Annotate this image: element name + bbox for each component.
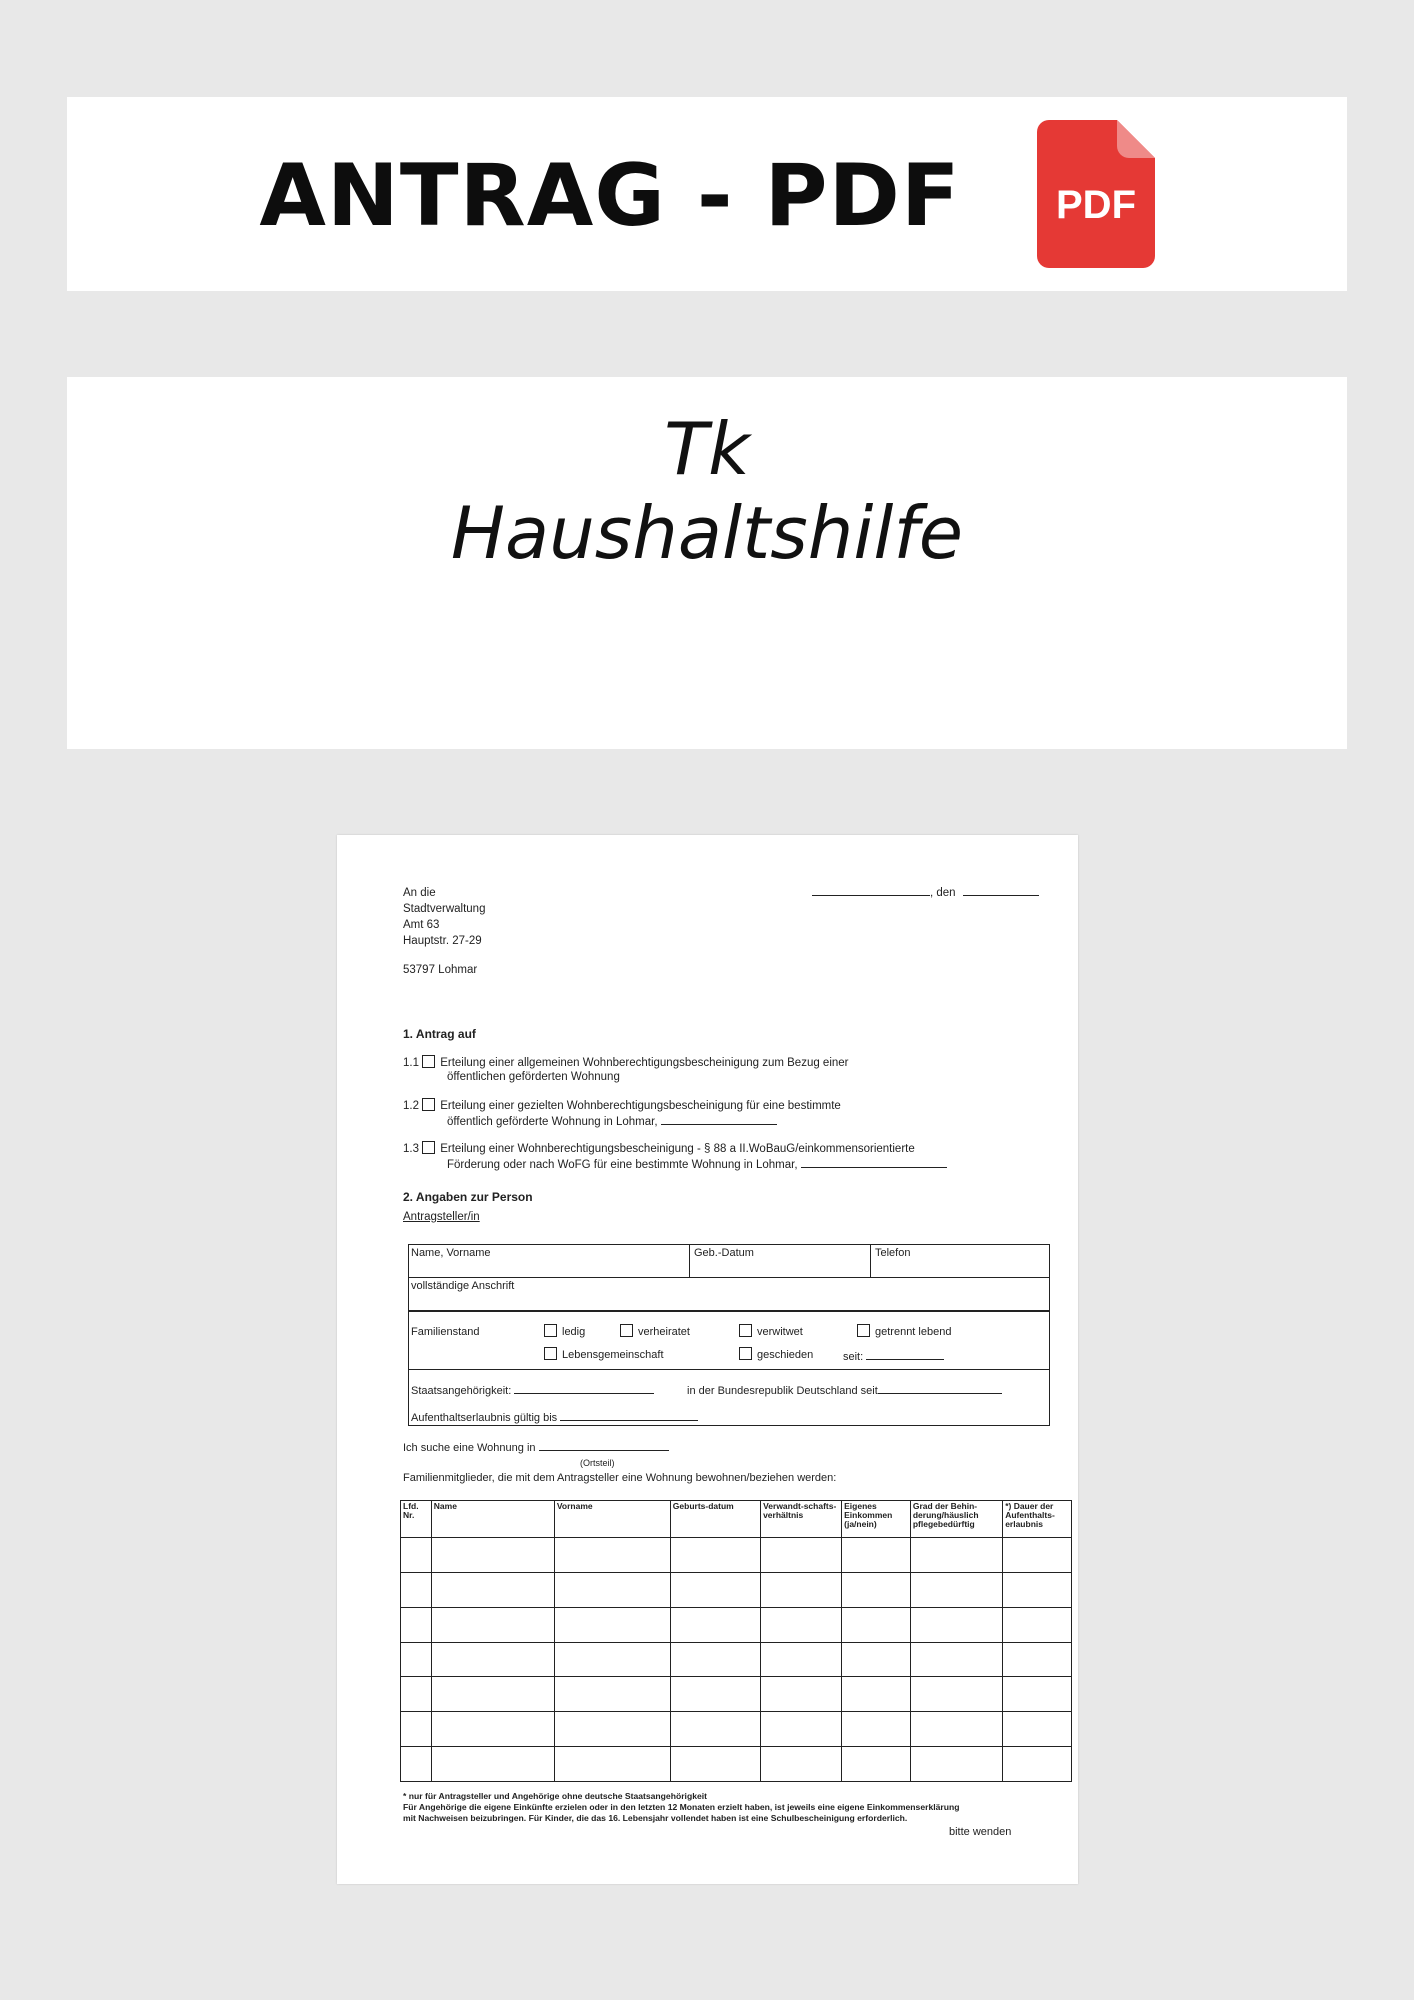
table-row[interactable]: [401, 1712, 1072, 1747]
nationality-field[interactable]: Staatsangehörigkeit:: [411, 1383, 654, 1397]
name-field-label[interactable]: Name, Vorname: [411, 1247, 491, 1259]
checkbox-1-1[interactable]: [422, 1055, 435, 1068]
dob-field-label[interactable]: Geb.-Datum: [694, 1247, 754, 1259]
table-row[interactable]: [401, 1747, 1072, 1782]
pdf-icon-label: PDF: [1055, 183, 1136, 227]
option-getrennt-lebend[interactable]: getrennt lebend: [857, 1324, 951, 1338]
personal-data-box: [408, 1244, 1050, 1426]
checkbox-1-2[interactable]: [422, 1098, 435, 1111]
option-geschieden[interactable]: geschieden: [739, 1347, 813, 1361]
option-verwitwet[interactable]: verwitwet: [739, 1324, 803, 1338]
footnote-3: mit Nachweisen beizubringen. Für Kinder, die das 16. Lebensjahr vollendet haben ist eine Schulbescheinigung erforderlich.: [403, 1813, 908, 1823]
checkbox-verheiratet[interactable]: [620, 1324, 633, 1337]
postal-code-city: 53797 Lohmar: [403, 964, 478, 976]
table-row[interactable]: [401, 1677, 1072, 1712]
checkbox-getrennt-lebend[interactable]: [857, 1324, 870, 1337]
option-lebensgemeinschaft[interactable]: Lebensgemeinschaft: [544, 1347, 664, 1361]
option-1-1[interactable]: 1.1 Erteilung einer allgemeinen Wohnberechtigungsbescheinigung zum Bezug einer: [403, 1057, 849, 1069]
address-field-label[interactable]: vollständige Anschrift: [411, 1280, 515, 1292]
checkbox-ledig[interactable]: [544, 1324, 557, 1337]
table-row[interactable]: [401, 1607, 1072, 1642]
banner-title: ANTRAG - PDF: [259, 146, 961, 246]
table-row[interactable]: [401, 1642, 1072, 1677]
column-header: Verwandt-schafts-verhältnis: [761, 1501, 842, 1538]
option-1-3-cont: Förderung oder nach WoFG für eine bestimmte Wohnung in Lohmar,: [447, 1157, 947, 1171]
applicant-label: Antragsteller/in: [403, 1211, 480, 1223]
germany-since-field[interactable]: in der Bundesrepublik Deutschland seit: [687, 1383, 1002, 1397]
footnote-1: * nur für Antragsteller und Angehörige ohne deutsche Staatsangehörigkeit: [403, 1791, 708, 1801]
column-header: Lfd. Nr.: [401, 1501, 432, 1538]
subtitle-line-2: Haushaltshilfe: [450, 491, 964, 575]
option-verheiratet[interactable]: verheiratet: [620, 1324, 690, 1338]
turn-over-note: bitte wenden: [949, 1826, 1012, 1838]
members-intro: Familienmitglieder, die mit dem Antragsteller eine Wohnung bewohnen/beziehen werden:: [403, 1472, 837, 1484]
option-1-3[interactable]: 1.3 Erteilung einer Wohnberechtigungsbescheinigung - § 88 a II.WoBauG/einkommensorientierte: [403, 1143, 915, 1155]
household-members-table: [400, 1500, 1072, 1782]
checkbox-lebensgemeinschaft[interactable]: [544, 1347, 557, 1360]
table-row[interactable]: [401, 1538, 1072, 1573]
recipient-address: An die Stadtverwaltung Amt 63 Hauptstr. 27-29: [403, 887, 486, 947]
ortsteil-label: (Ortsteil): [580, 1458, 615, 1468]
table-row[interactable]: [401, 1572, 1072, 1607]
form-preview[interactable]: [337, 835, 1078, 1884]
checkbox-1-3[interactable]: [422, 1141, 435, 1154]
option-1-2-cont: öffentlich geförderte Wohnung in Lohmar,: [447, 1114, 777, 1128]
date-field[interactable]: , den: [812, 885, 1039, 899]
checkbox-geschieden[interactable]: [739, 1347, 752, 1360]
marital-status-label: Familienstand: [411, 1326, 480, 1338]
column-header: Vorname: [554, 1501, 670, 1538]
column-header: Geburts-datum: [670, 1501, 760, 1538]
column-header: Name: [431, 1501, 554, 1538]
option-1-2[interactable]: 1.2 Erteilung einer gezielten Wohnberechtigungsbescheinigung für eine bestimmte: [403, 1100, 841, 1112]
search-location-field[interactable]: Ich suche eine Wohnung in: [403, 1440, 669, 1454]
column-header: Grad der Behin-derung/häuslich pflegebedürftig: [910, 1501, 1002, 1538]
footnote-2: Für Angehörige die eigene Einkünfte erzielen oder in den letzten 12 Monaten erzielt haben, ist jeweils eine eigene Einkommenserklärung: [403, 1802, 960, 1812]
residence-permit-field[interactable]: Aufenthaltserlaubnis gültig bis: [411, 1410, 698, 1424]
table-header-row: [401, 1501, 1072, 1538]
option-1-1-cont: öffentlichen geförderten Wohnung: [447, 1071, 620, 1083]
subtitle-panel: [67, 377, 1347, 749]
section-2-title: 2. Angaben zur Person: [403, 1190, 533, 1204]
pdf-file-icon[interactable]: [1037, 120, 1155, 268]
checkbox-verwitwet[interactable]: [739, 1324, 752, 1337]
column-header: Eigenes Einkommen (ja/nein): [842, 1501, 911, 1538]
phone-field-label[interactable]: Telefon: [875, 1247, 911, 1259]
section-1-title: 1. Antrag auf: [403, 1027, 476, 1041]
column-header: *) Dauer der Aufenthalts-erlaubnis: [1003, 1501, 1072, 1538]
title-banner: [67, 97, 1347, 291]
subtitle-line-1: Tk: [664, 407, 750, 491]
seit-field[interactable]: seit:: [843, 1349, 944, 1363]
option-ledig[interactable]: ledig: [544, 1324, 585, 1338]
